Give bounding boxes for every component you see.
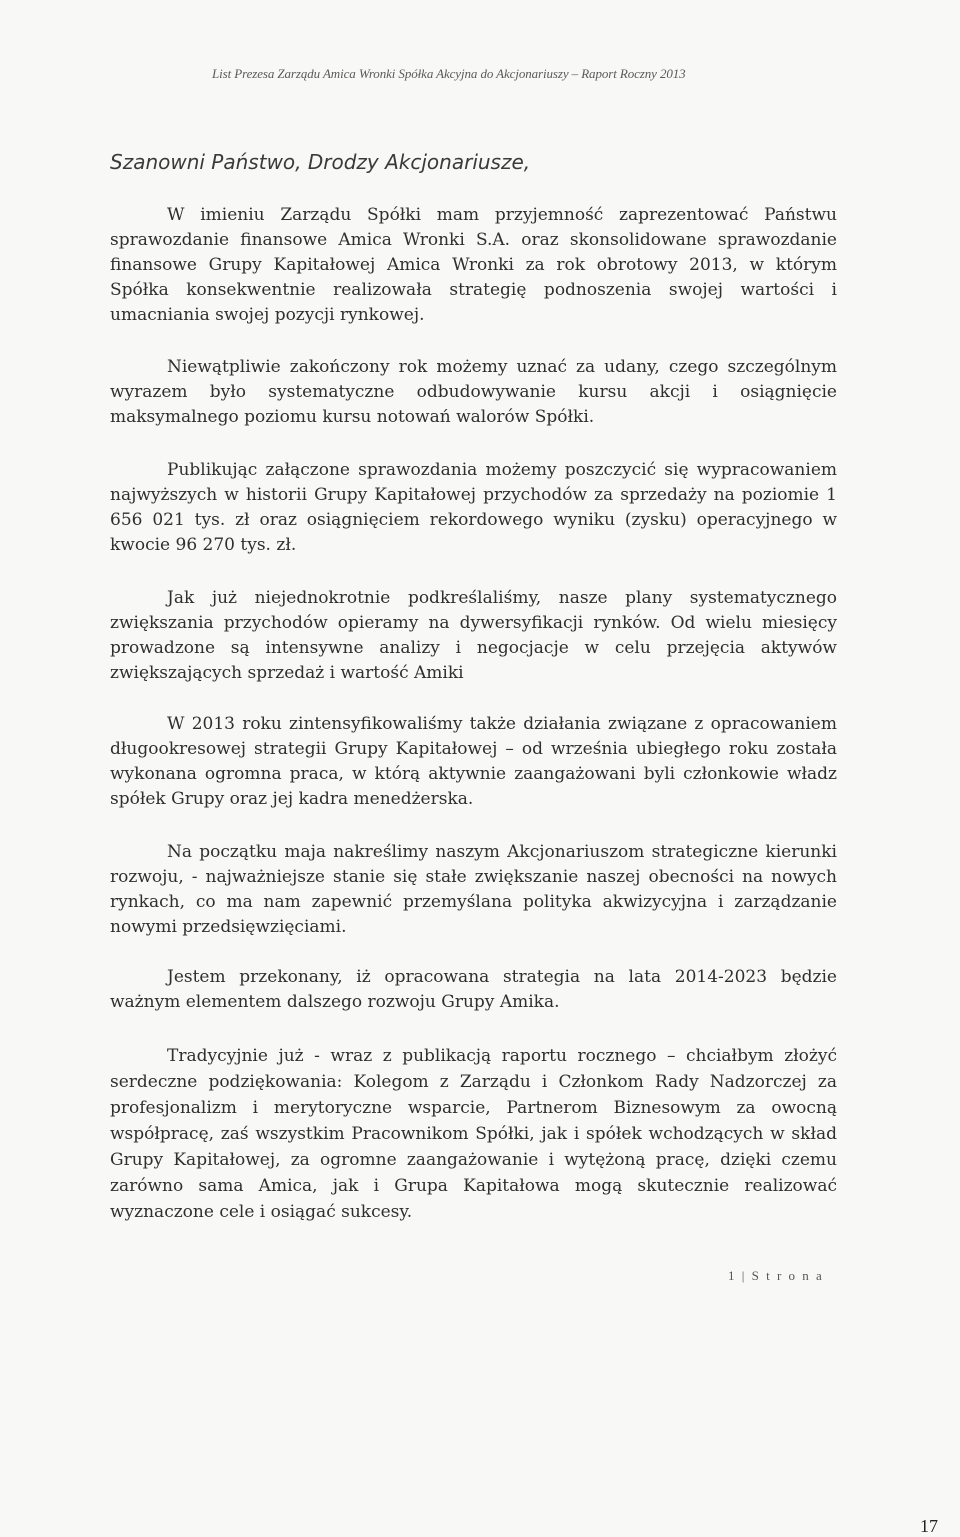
sheet-number: 17 — [920, 1516, 938, 1536]
paragraph: Jak już niejednokrotnie podkreślaliśmy, nasze plany systematycznego zwiększania przychodów opieramy na dywersyfikacji rynków. Od wielu miesięcy prowadzone są intensywne analizy i negocjacje w celu przejęcia aktywów zwiększających sprzedaż i wartość Amiki — [110, 588, 837, 683]
paragraph: Niewątpliwie zakończony rok możemy uznać za udany, czego szczególnym wyrazem było systematyczne odbudowywanie kursu akcji i osiągnięcie maksymalnego poziomu kursu notowań walorów Spółki. — [110, 357, 837, 427]
paragraph: Jestem przekonany, iż opracowana strategia na lata 2014-2023 będzie ważnym elementem dalszego rozwoju Grupy Amika. — [110, 967, 837, 1012]
page-label: 1 | S t r o n a — [728, 1268, 824, 1283]
paragraph: Na początku maja nakreślimy naszym Akcjonariuszom strategiczne kierunki rozwoju, - najważniejsze stanie się stałe zwiększanie naszej obecności na nowych rynkach, co ma nam zapewnić przemyślana polityka akwizycyjna i zarządzanie nowymi przedsięwzięciami. — [110, 842, 837, 937]
paragraph: Tradycyjnie już - wraz z publikacją raportu rocznego – chciałbym złożyć serdeczne podziękowania: Kolegom z Zarządu i Członkom Rady Nadzorczej za profesjonalizm i merytoryczne wsparcie, Partnerom Biznesowym za owocną współpracę, zaś wszystkim Pracownikom Spółki, jak i spółek wchodzących w skład Grupy Kapitałowej, za ogromne zaangażowanie i wytężoną pracę, dzięki czemu zarówno sama Amica, jak i Grupa Kapitałowa mogą skutecznie realizować wyznaczone cele i osiągać sukcesy. — [110, 1046, 837, 1222]
paragraph: W imieniu Zarządu Spółki mam przyjemność zaprezentować Państwu sprawozdanie finansowe Amica Wronki S.A. oraz skonsolidowane sprawozdanie finansowe Grupy Kapitałowej Amica Wronki za rok obrotowy 2013, w którym Spółka konsekwentnie realizowała strategię podnoszenia swojej wartości i umacniania swojej pozycji rynkowej. — [110, 205, 837, 325]
letter-salutation: Szanowni Państwo, Drodzy Akcjonariusze, — [110, 150, 531, 174]
page-header: List Prezesa Zarządu Amica Wronki Spółka Akcyjna do Akcjonariuszy – Raport Roczny 2013 — [212, 66, 686, 81]
paragraph: Publikując załączone sprawozdania możemy poszczycić się wypracowaniem najwyższych w historii Grupy Kapitałowej przychodów za sprzedaży na poziomie 1 656 021 tys. zł oraz osiągnięciem rekordowego wyniku (zysku) operacyjnego w kwocie 96 270 tys. zł. — [110, 460, 837, 555]
paragraph: W 2013 roku zintensyfikowaliśmy także działania związane z opracowaniem długookresowej strategii Grupy Kapitałowej – od września ubiegłego roku została wykonana ogromna praca, w którą aktywnie zaangażowani byli członkowie władz spółek Grupy oraz jej kadra menedżerska. — [110, 714, 837, 809]
